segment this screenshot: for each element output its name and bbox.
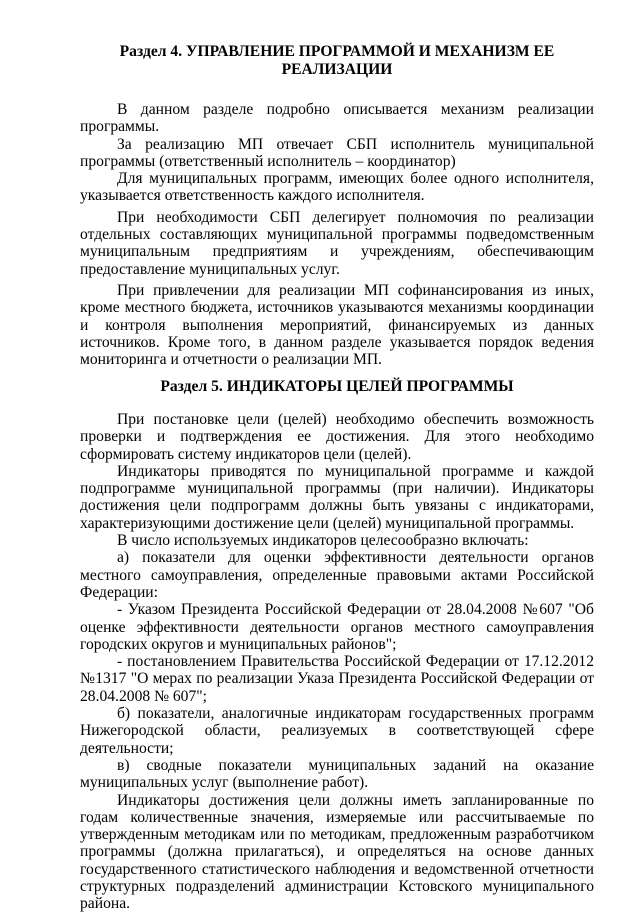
list-item: б) показатели, аналогичные индикаторам государственных программ Нижегородской области, реализуемых в соответствующей сфере деятельности; xyxy=(80,705,594,757)
paragraph: В число используемых индикаторов целесообразно включать: xyxy=(117,532,529,550)
paragraph: При привлечении для реализации МП софинансирования из иных, кроме местного бюджета, источников указываются механизмы координации и контроля выполнения мероприятий, финансируемых из данных источников. Кроме того, в данном разделе указывается порядок ведения мониторинга и отчетности о реализации МП. xyxy=(80,281,594,369)
paragraph: При необходимости СБП делегирует полномочия по реализации отдельных составляющих муниципальной программы подведомственным муниципальным предприятиям и учреждениям, обеспечивающим предоставление муниципальных услуг. xyxy=(80,208,594,278)
paragraph: Для муниципальных программ, имеющих более одного исполнителя, указывается ответственность каждого исполнителя. xyxy=(80,170,594,205)
paragraph: За реализацию МП отвечает СБП исполнитель муниципальной программы (ответственный исполнитель – координатор) xyxy=(80,135,594,170)
list-item: в) сводные показатели муниципальных заданий на оказание муниципальных услуг (выполнение работ). xyxy=(80,756,594,792)
list-item: а) показатели для оценки эффективности деятельности органов местного самоуправления, определенные правовыми актами Российской Федерации: xyxy=(80,549,594,601)
paragraph: При постановке цели (целей) необходимо обеспечить возможность проверки и подтверждения ее достижения. Для этого необходимо сформировать систему индикаторов цели (целей). xyxy=(80,411,594,463)
paragraph: В данном разделе подробно описывается механизм реализации программы. xyxy=(80,101,594,136)
list-item: - Указом Президента Российской Федерации от 28.04.2008 №607 "Об оценке эффективности деятельности органов местного самоуправления городских округов и муниципальных районов"; xyxy=(80,601,594,653)
section-4-title xyxy=(80,43,594,78)
section-5-title: Раздел 5. ИНДИКАТОРЫ ЦЕЛЕЙ ПРОГРАММЫ xyxy=(160,378,514,395)
section-5-body xyxy=(80,411,594,913)
section-4-title-line-1: Раздел 4. УПРАВЛЕНИЕ ПРОГРАММОЙ И МЕХАНИЗМ ЕЕ xyxy=(119,43,555,60)
section-4-body xyxy=(80,101,594,368)
list-item: - постановлением Правительства Российской Федерации от 17.12.2012 №1317 "О мерах по реализации Указа Президента Российской Федерации от 28.04.2008 № 607"; xyxy=(80,653,594,705)
paragraph: Индикаторы приводятся по муниципальной программе и каждой подпрограмме муниципальной программы (при наличии). Индикаторы достижения цели подпрограмм должны быть увязаны с индикаторами, характеризующими достижение цели (целей) муниципальной программы. xyxy=(80,462,594,532)
paragraph: Индикаторы достижения цели должны иметь запланированные по годам количественные значения, измеряемые или рассчитываемые по утвержденным методикам или по методикам, предложенным разработчиком программы (должна прилагаться), и определяться на основе данных государственного статистического наблюдения и ведомственной отчетности структурных подразделений администрации Кстовского муниципального района. xyxy=(80,791,594,913)
section-4-title-line-2: РЕАЛИЗАЦИИ xyxy=(281,60,393,78)
